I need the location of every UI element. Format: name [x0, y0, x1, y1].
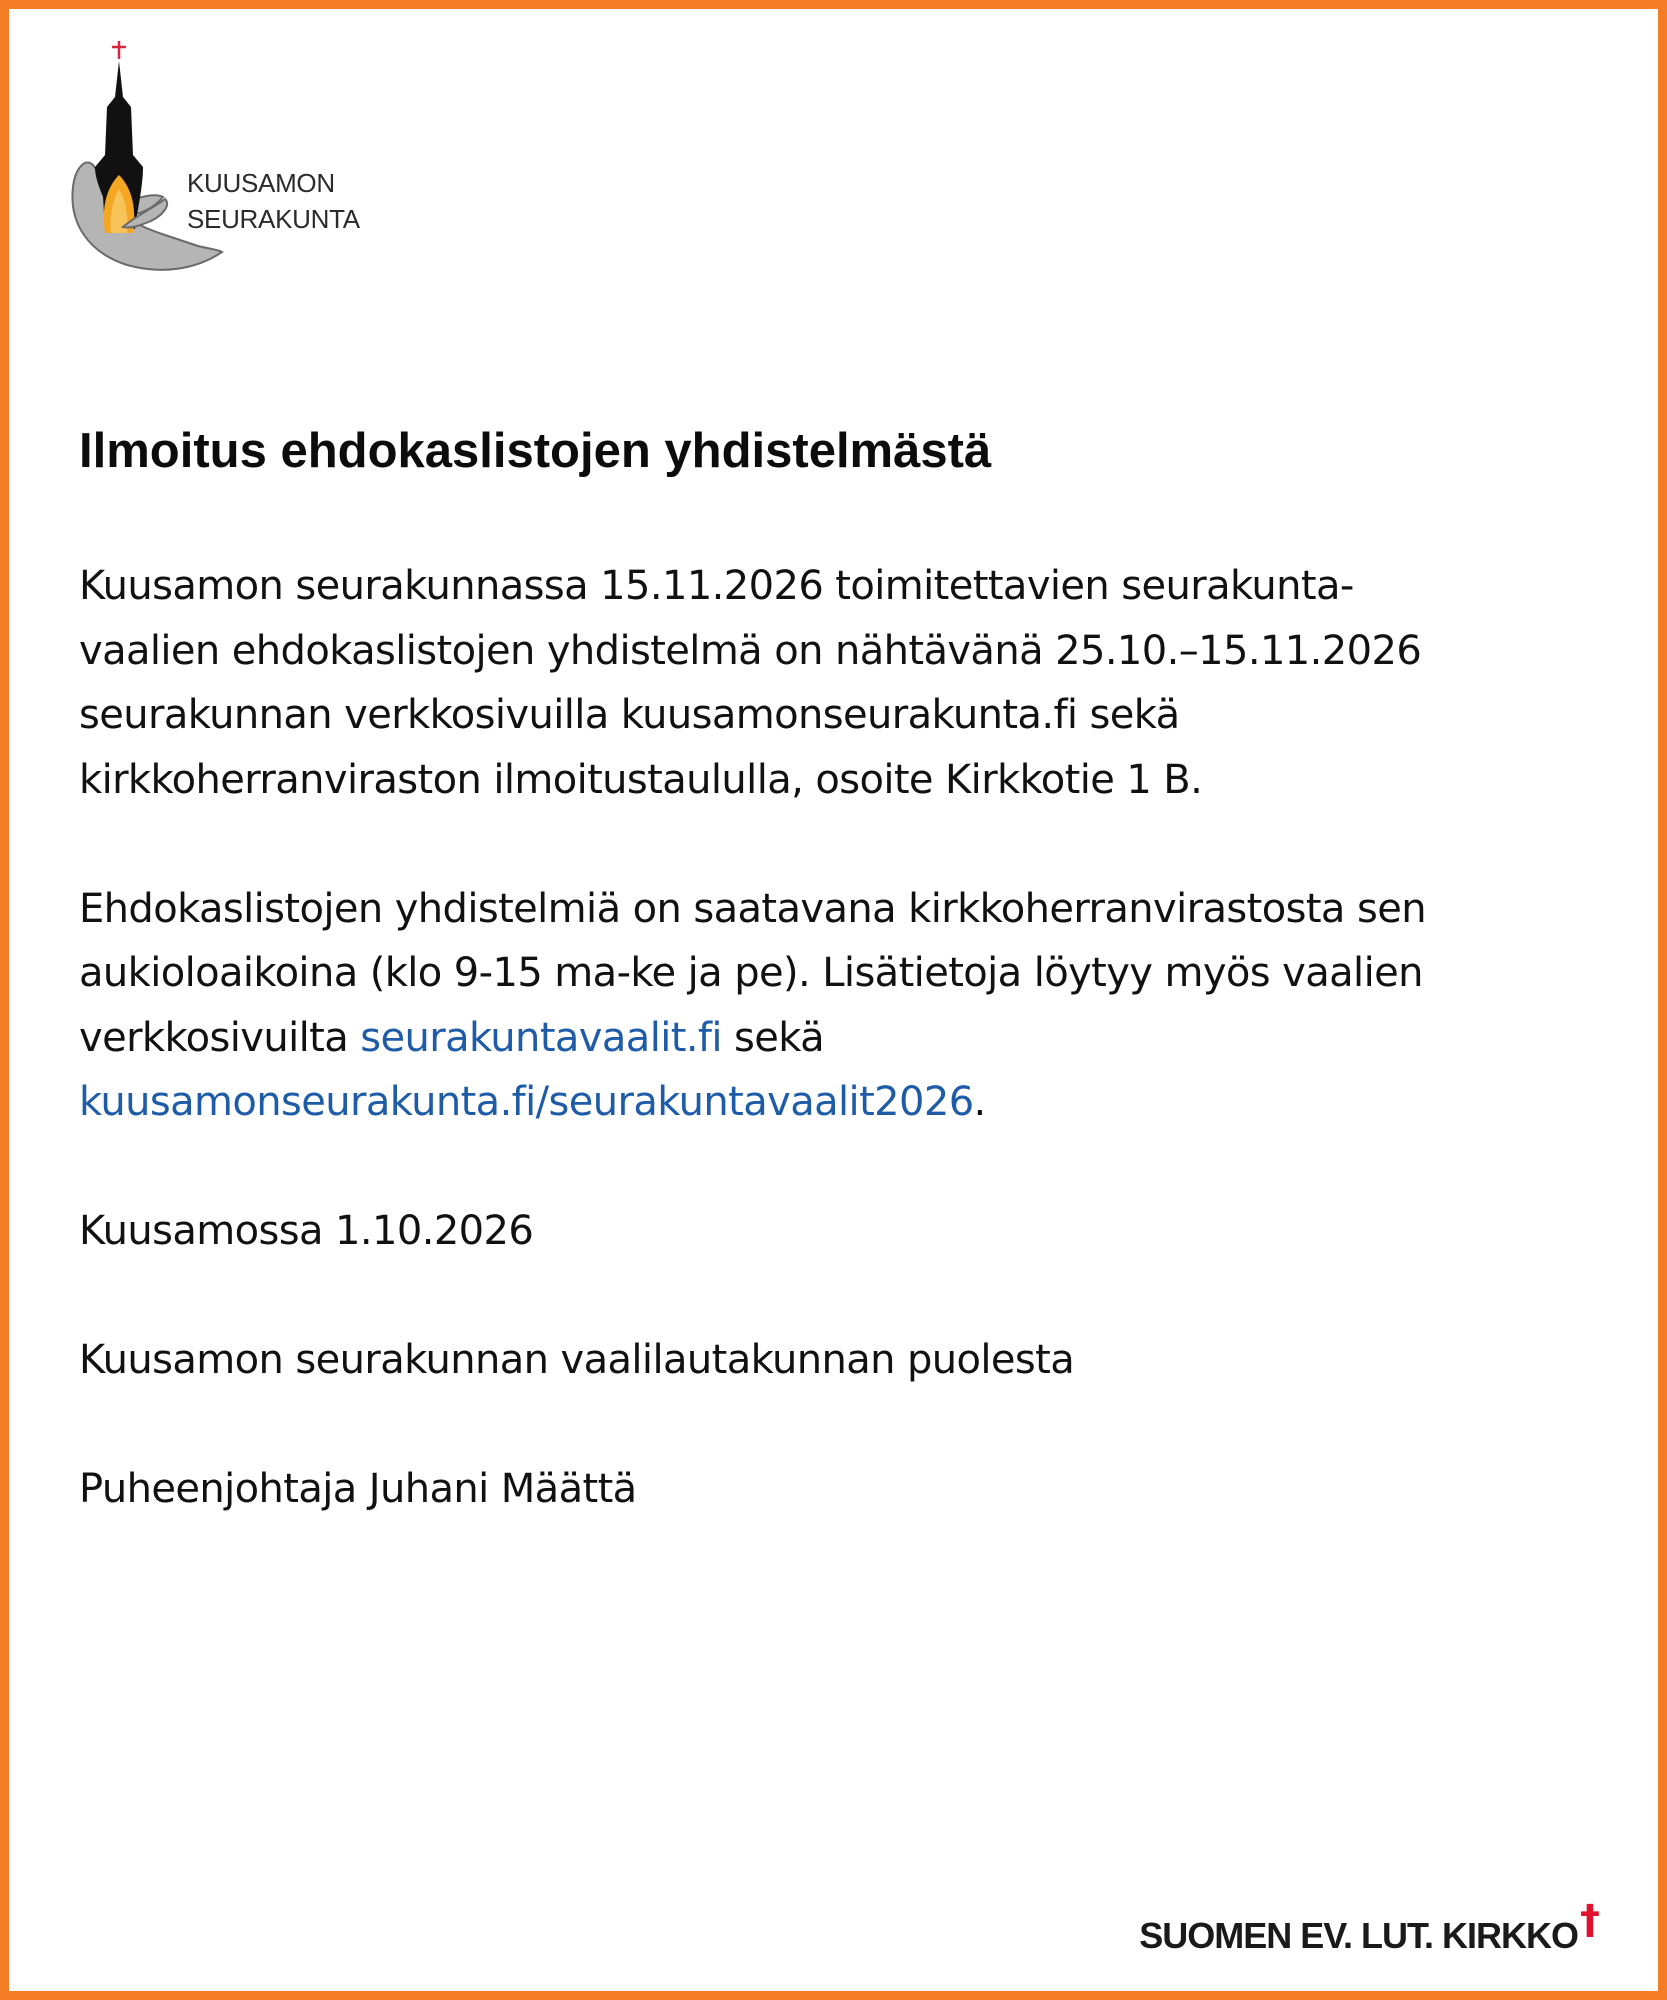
paragraph-line: Ehdokaslistojen yhdistelmiä on saatavana kirkkoherranvirastosta sen	[79, 885, 1426, 932]
paragraph-display-info	[79, 554, 1619, 812]
paragraph-line: Kuusamon seurakunnassa 15.11.2026 toimitettavien seurakunta-	[79, 563, 1354, 609]
paragraph-line: vaalien ehdokaslistojen yhdistelmä on nähtävänä 25.10.–15.11.2026	[79, 627, 1422, 674]
text-segment: sekä	[721, 1014, 825, 1061]
church-footer-logo	[1139, 1897, 1600, 1971]
paragraph-line: kirkkoherranviraston ilmoitustaululla, osoite Kirkkotie 1 B.	[79, 756, 1203, 803]
logo-line-2: SEURAKUNTA	[187, 204, 360, 234]
behalf-line: Kuusamon seurakunnan vaalilautakunnan puolesta	[79, 1337, 1075, 1383]
notice-body	[79, 554, 1619, 1586]
cross-icon: †	[1580, 1897, 1600, 1943]
text-segment: .	[973, 1079, 986, 1125]
link-seurakuntavaalit[interactable]: seurakuntavaalit.fi	[360, 1014, 722, 1061]
link-kuusamonseurakunta-vaalit[interactable]: kuusamonseurakunta.fi/seurakuntavaalit2026	[79, 1079, 974, 1125]
paragraph-line: aukioloaikoina (klo 9-15 ma-ke ja pe). Lisätietoja löytyy myös vaalien	[79, 950, 1423, 996]
footer-wordmark: SUOMEN EV. LUT. KIRKKO	[1139, 1915, 1578, 1956]
logo-wordmark	[187, 165, 360, 237]
signature-line: Puheenjohtaja Juhani Määttä	[79, 1466, 637, 1512]
parish-logo	[67, 37, 387, 297]
paragraph-availability	[79, 877, 1619, 1135]
date-line: Kuusamossa 1.10.2026	[79, 1208, 534, 1254]
paragraph-line: seurakunnan verkkosivuilla kuusamonseurakunta.fi sekä	[79, 692, 1180, 738]
logo-line-1: KUUSAMON	[187, 168, 335, 198]
notice-title: Ilmoitus ehdokaslistojen yhdistelmästä	[79, 424, 992, 478]
paragraph-line	[79, 1070, 1619, 1135]
paragraph-line	[79, 1006, 1619, 1071]
text-segment: verkkosivuilta	[79, 1014, 361, 1061]
